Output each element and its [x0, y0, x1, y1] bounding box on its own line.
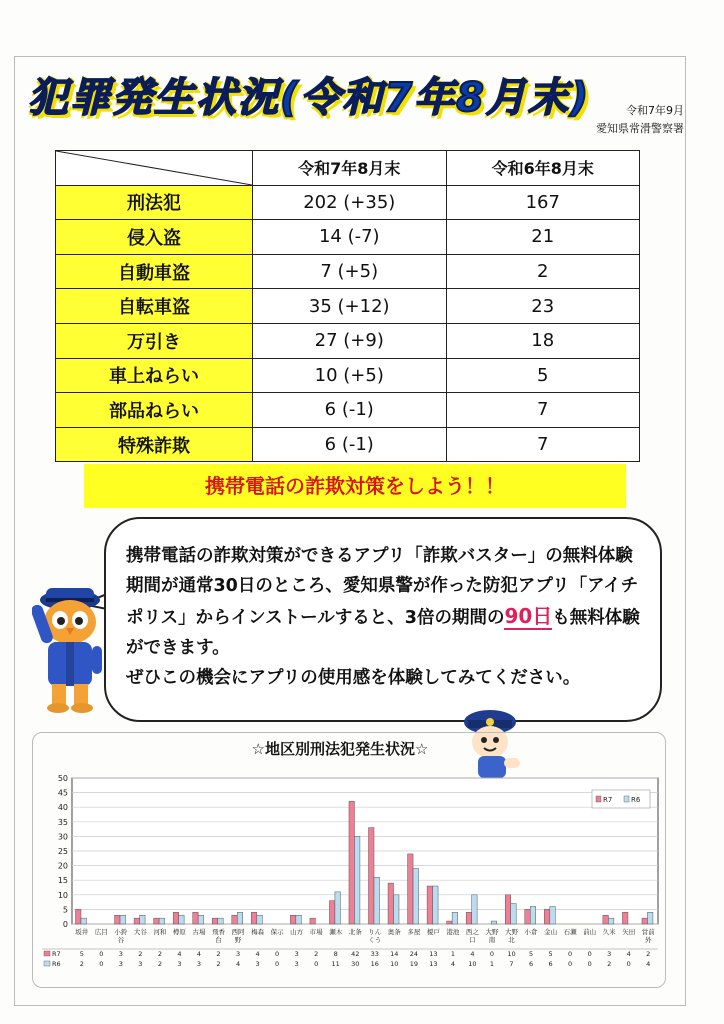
- data-table-value: 4: [255, 950, 260, 958]
- bar-r7: [76, 909, 81, 924]
- data-table-value: 24: [409, 950, 418, 958]
- highlight-90-days: 90日: [504, 604, 553, 628]
- chart-title: ☆地区別刑法犯発生状況☆: [251, 740, 429, 758]
- data-table-value: 3: [294, 960, 299, 968]
- category-label: 久米: [602, 928, 616, 936]
- y-tick-label: 35: [57, 817, 68, 827]
- bar-r7: [232, 915, 237, 924]
- bar-r6: [120, 915, 125, 924]
- data-table-value: 0: [568, 950, 573, 958]
- data-table-value: 0: [626, 960, 631, 968]
- bar-r7: [134, 918, 139, 924]
- category-label: 広目: [94, 928, 108, 936]
- bar-r7: [115, 915, 120, 924]
- value-r7: 35 (+12): [253, 289, 447, 324]
- data-row-swatch: [44, 961, 50, 966]
- bar-r6: [647, 912, 652, 924]
- bar-r6: [491, 921, 496, 924]
- table-header-row: [56, 151, 640, 186]
- bar-r7: [427, 886, 432, 924]
- data-table-value: 2: [216, 960, 221, 968]
- data-row-swatch: [44, 951, 50, 956]
- data-table-value: 4: [646, 960, 651, 968]
- data-table-value: 4: [177, 950, 182, 958]
- table-row: [56, 427, 640, 462]
- message-text-2: も無料体験ができます。: [126, 608, 640, 658]
- bar-r6: [81, 918, 86, 924]
- data-table-value: 0: [275, 960, 280, 968]
- category-label: 前山: [583, 928, 597, 936]
- data-table-value: 1: [489, 960, 495, 968]
- data-table-value: 2: [138, 950, 143, 958]
- category-label: 梅森: [251, 928, 265, 936]
- legend-swatch: [596, 796, 601, 802]
- bar-r7: [212, 918, 217, 924]
- data-table-value: 0: [587, 960, 592, 968]
- value-r6: 18: [446, 323, 640, 358]
- data-table-value: 0: [99, 960, 104, 968]
- bar-r6: [433, 886, 438, 924]
- data-table-value: 2: [607, 960, 612, 968]
- category-label: 大野北: [505, 928, 518, 944]
- data-table-value: 13: [429, 950, 438, 958]
- data-table-value: 4: [626, 950, 631, 958]
- data-table-value: 5: [79, 950, 84, 958]
- value-r6: 167: [446, 185, 640, 220]
- table-row: [56, 220, 640, 255]
- column-header-r7: 令和7年8月末: [253, 151, 447, 186]
- bar-r6: [335, 892, 340, 924]
- category-label: 西之口: [465, 928, 479, 944]
- data-table-value: 33: [370, 950, 379, 958]
- category-label: 樽原: [172, 928, 186, 936]
- category-label: 古場: [192, 928, 206, 936]
- value-r7: 6 (-1): [253, 393, 447, 428]
- page-title: 犯罪発生状況(令和7年8月末): [28, 75, 591, 121]
- data-table-value: 6: [528, 960, 534, 968]
- bar-r6: [394, 895, 399, 924]
- bar-r7: [251, 912, 256, 924]
- value-r6: 21: [446, 220, 640, 255]
- bar-r6: [296, 915, 301, 924]
- table-row: [56, 323, 640, 358]
- category-label: 北条: [348, 928, 362, 936]
- table-row: [56, 358, 640, 393]
- category-label: 港池: [446, 928, 460, 936]
- data-table-value: 10: [507, 950, 516, 958]
- row-label: 侵入盗: [56, 220, 253, 255]
- bar-r6: [472, 895, 477, 924]
- bar-r7: [525, 909, 530, 924]
- bar-r6: [550, 906, 555, 924]
- bar-r7: [544, 909, 549, 924]
- data-table-value: 19: [409, 960, 418, 968]
- bar-r6: [413, 869, 418, 924]
- data-table-value: 2: [79, 960, 84, 968]
- data-table-value: 5: [528, 950, 534, 958]
- bar-r6: [159, 918, 164, 924]
- data-table-value: 2: [216, 950, 221, 958]
- data-table-value: 2: [157, 950, 162, 958]
- data-table-value: 4: [196, 950, 202, 958]
- bar-r7: [388, 883, 393, 924]
- bar-r7: [290, 915, 295, 924]
- y-tick-label: 45: [57, 788, 68, 798]
- data-table-value: 0: [587, 950, 592, 958]
- data-table-value: 30: [351, 960, 360, 968]
- data-table-value: 11: [331, 960, 340, 968]
- bar-r7: [447, 921, 452, 924]
- data-row-label: R7: [52, 950, 61, 958]
- bar-r6: [452, 912, 457, 924]
- owl-police-mascot-illustration: [32, 578, 108, 718]
- data-table-value: 0: [489, 950, 495, 958]
- data-table-value: 13: [429, 960, 438, 968]
- table-corner-cell: [56, 151, 253, 186]
- category-label: 営前外: [641, 928, 655, 944]
- legend-label: R7: [603, 796, 613, 804]
- data-table-value: 0: [99, 950, 104, 958]
- row-label: 部品ねらい: [56, 393, 253, 428]
- bar-r6: [511, 904, 516, 924]
- category-label: 小鈴谷: [114, 928, 128, 944]
- y-tick-label: 30: [57, 832, 68, 842]
- data-table-value: 3: [255, 960, 260, 968]
- table-row: [56, 393, 640, 428]
- bar-r7: [603, 915, 608, 924]
- row-label: 万引き: [56, 323, 253, 358]
- data-table-value: 10: [390, 960, 399, 968]
- row-label: 刑法犯: [56, 185, 253, 220]
- bar-r7: [329, 901, 334, 924]
- category-label: 小倉: [524, 928, 538, 936]
- category-label: 矢田: [622, 928, 636, 936]
- bar-r6: [140, 915, 145, 924]
- issuing-organization: 愛知県常滑警察署: [596, 122, 684, 135]
- category-label: 瀬木: [329, 928, 343, 936]
- data-table-value: 7: [509, 960, 514, 968]
- y-tick-label: 15: [57, 876, 68, 886]
- y-tick-label: 50: [57, 774, 68, 783]
- bar-r6: [354, 836, 359, 924]
- category-label: 榎戸: [426, 928, 440, 936]
- data-table-value: 6: [548, 960, 553, 968]
- y-tick-label: 5: [62, 905, 68, 915]
- data-table-value: 14: [390, 950, 399, 958]
- y-tick-label: 10: [57, 890, 68, 900]
- data-table-value: 2: [314, 950, 319, 958]
- data-table-value: 3: [177, 960, 182, 968]
- category-label: 市場: [309, 928, 323, 936]
- data-table-value: 0: [568, 960, 573, 968]
- y-tick-label: 0: [62, 920, 68, 929]
- bar-r6: [257, 915, 262, 924]
- data-table-value: 0: [275, 950, 280, 958]
- data-table-value: 10: [468, 960, 477, 968]
- value-r7: 14 (-7): [253, 220, 447, 255]
- data-table-value: 4: [470, 950, 475, 958]
- y-tick-label: 40: [57, 803, 68, 813]
- value-r6: 7: [446, 427, 640, 462]
- data-table-value: 0: [314, 960, 319, 968]
- bar-r7: [193, 912, 198, 924]
- value-r6: 23: [446, 289, 640, 324]
- data-table-value: 3: [607, 950, 612, 958]
- data-table-value: 4: [450, 960, 455, 968]
- data-table-value: 3: [118, 960, 123, 968]
- category-label: 飛香台: [212, 928, 225, 944]
- category-label: 奥条: [387, 928, 401, 936]
- bar-r6: [218, 918, 223, 924]
- bar-r7: [173, 912, 178, 924]
- category-label: 多屋: [407, 928, 421, 936]
- bar-r6: [530, 906, 535, 924]
- y-tick-label: 20: [57, 861, 68, 871]
- warning-banner: 携帯電話の詐欺対策をしよう！！: [84, 464, 626, 508]
- bar-r7: [505, 895, 510, 924]
- column-header-r6: 令和6年8月末: [446, 151, 640, 186]
- data-row-label: R6: [52, 960, 61, 968]
- bar-r7: [408, 854, 413, 924]
- data-table-value: 8: [333, 950, 338, 958]
- legend-label: R6: [631, 796, 641, 804]
- value-r6: 5: [446, 358, 640, 393]
- row-label: 車上ねらい: [56, 358, 253, 393]
- row-label: 自動車盗: [56, 254, 253, 289]
- bar-r7: [310, 918, 315, 924]
- category-label: 山方: [290, 928, 304, 936]
- row-label: 自転車盗: [56, 289, 253, 324]
- speech-bubble: [104, 517, 662, 722]
- data-table-value: 16: [370, 960, 379, 968]
- legend-swatch: [624, 796, 629, 802]
- category-label: 金山: [544, 928, 558, 936]
- y-tick-label: 25: [57, 847, 68, 856]
- data-table-value: 3: [235, 950, 241, 958]
- issue-date: 令和7年9月: [626, 104, 684, 117]
- bar-r7: [642, 918, 647, 924]
- value-r7: 7 (+5): [253, 254, 447, 289]
- category-label: 坂井: [75, 928, 89, 936]
- data-table-value: 5: [548, 950, 553, 958]
- table-row: [56, 254, 640, 289]
- table-row: [56, 185, 640, 220]
- data-table-value: 42: [351, 950, 360, 958]
- data-table-value: 3: [294, 950, 299, 958]
- message-text-3: ぜひこの機会にアプリの使用感を体験してみてください。: [126, 668, 581, 688]
- category-label: 河和: [153, 928, 167, 936]
- bar-r7: [349, 801, 354, 924]
- category-label: 大野南: [485, 928, 499, 944]
- bar-r6: [374, 877, 379, 924]
- data-table-value: 3: [196, 960, 202, 968]
- data-table-value: 3: [118, 950, 123, 958]
- bar-r6: [179, 915, 184, 924]
- bar-r7: [154, 918, 159, 924]
- data-table-value: 2: [157, 960, 162, 968]
- table-row: [56, 289, 640, 324]
- value-r7: 6 (-1): [253, 427, 447, 462]
- category-label: 西阿野: [231, 928, 245, 944]
- value-r7: 27 (+9): [253, 323, 447, 358]
- bar-r6: [608, 918, 613, 924]
- district-crime-bar-chart: [38, 766, 664, 978]
- bar-r7: [622, 912, 627, 924]
- diagonal-line: [56, 151, 252, 185]
- data-table-value: 1: [450, 950, 455, 958]
- value-r6: 7: [446, 393, 640, 428]
- category-label: りんくう: [368, 928, 382, 944]
- row-label: 特殊詐欺: [56, 427, 253, 462]
- bar-r7: [369, 828, 374, 924]
- message-text: 携帯電話の詐欺対策ができるアプリ「詐欺バスター」の無料体験期間が通常30日のところ、愛知県警が作った防犯アプリ「アイチポリス」からインストールすると、3倍の期間の: [126, 546, 639, 628]
- value-r6: 2: [446, 254, 640, 289]
- value-r7: 202 (+35): [253, 185, 447, 220]
- category-label: 大谷: [133, 928, 147, 936]
- crime-stats-table: [55, 150, 640, 462]
- value-r7: 10 (+5): [253, 358, 447, 393]
- bar-r6: [237, 912, 242, 924]
- category-label: 石瀬: [563, 928, 577, 936]
- data-table-value: 2: [646, 950, 651, 958]
- bar-r7: [466, 912, 471, 924]
- data-table-value: 4: [235, 960, 241, 968]
- data-table-value: 3: [138, 960, 143, 968]
- bar-r6: [198, 915, 203, 924]
- category-label: 保示: [270, 928, 284, 936]
